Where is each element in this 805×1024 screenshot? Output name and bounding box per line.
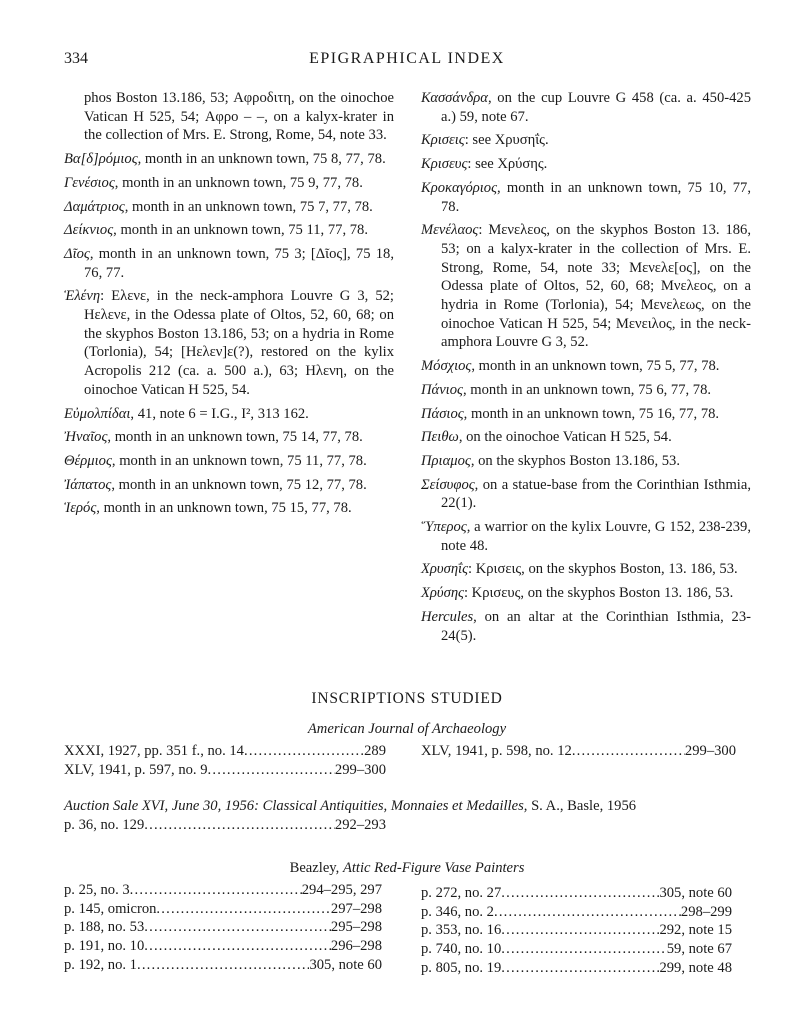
entry-text: , month in an unknown town, 75 11, 77, 78. [111, 452, 367, 469]
auction-title: Auction Sale XVI, June 30, 1956: Classical Antiquities, Monnaies et Medailles, [64, 798, 528, 814]
reference-row [64, 881, 382, 900]
reference-pages: 296–298 [330, 938, 382, 955]
reference-row [64, 956, 382, 975]
reference-label: p. 36, no. 129 [64, 816, 145, 833]
reference-row [421, 940, 732, 959]
leader-dots [572, 742, 685, 761]
reference-label: p. 188, no. 53 [64, 919, 145, 936]
auction-block [64, 797, 750, 834]
entry-headword: Πάνιος [421, 381, 463, 398]
entry-headword: Κρισευς [421, 156, 468, 173]
beazley-author: Beazley, [289, 860, 340, 876]
index-entry [421, 405, 751, 424]
reference-pages: 305, note 60 [309, 956, 382, 973]
entry-text: : Κρισεις, on the skyphos Boston, 13. 186, 53. [468, 561, 738, 578]
reference-pages: 299–300 [334, 761, 386, 778]
entry-text: , month in an unknown town, 75 7, 77, 78. [124, 198, 373, 215]
index-entry [421, 179, 751, 216]
reference-pages: 294–295, 297 [301, 882, 382, 898]
entry-text: , on the skyphos Boston 13.186, 53. [470, 452, 680, 469]
reference-label: p. 25, no. 3 [64, 882, 130, 898]
entry-headword: Εὐμολπίδαι [64, 405, 131, 422]
reference-pages: 295–298 [330, 919, 382, 936]
index-entry [64, 245, 394, 282]
index-entry [421, 560, 751, 579]
entry-text: , month in an unknown town, 75 14, 77, 78. [107, 429, 363, 446]
index-entry [64, 476, 394, 495]
entry-text: , on the cup Louvre G 458 (ca. a. 450-425 a.) 59, note 67. [441, 90, 751, 125]
reference-label: p. 346, no. 2 [421, 903, 494, 920]
index-entry [421, 357, 751, 376]
index-entry [64, 198, 394, 217]
index-entry [64, 428, 394, 447]
auction-title-line [64, 797, 750, 816]
entry-headword: Χρυσηΐς [421, 561, 469, 578]
index-entry [64, 452, 394, 471]
reference-row [64, 900, 382, 919]
left-index-column [64, 89, 394, 523]
leader-dots [501, 921, 659, 940]
entry-headword: Πάσιος [421, 405, 464, 422]
entry-text: : see Χρύσης. [467, 156, 548, 173]
reference-pages: 292–293 [334, 816, 386, 833]
entry-text: : see Χρυσηΐς. [464, 132, 549, 149]
reference-label: p. 145, omicron [64, 900, 157, 917]
index-entry [421, 584, 751, 603]
reference-row [421, 742, 736, 761]
entry-text: , 41, note 6 = I.G., I², 313 162. [130, 405, 309, 422]
entry-text: phos Boston 13.186, 53; Αφροδιτη, on the oinochoe Vatican H 525, 54; Αφρο – –, on a kalyx-krater in the collection of Mrs. E. Strong, Rome, 54, note 33. [84, 90, 394, 144]
entry-text: : Ελενε, in the neck-amphora Louvre G 3, 52; Hελενε, in the Odessa plate of Oltos, 52, 60, 68; on the skyphos Boston 13.186, 53; on a hydria in Rome (Torlonia), 54; [Hελεν]ε(?), restored on the kylix Acropolis 212 (ca. a. 500 a.), 63; Hλενη, on the oinochoe Vatican H 525, 54. [84, 288, 394, 398]
reference-row [421, 921, 732, 940]
index-entry [421, 476, 751, 513]
leader-dots [494, 903, 681, 922]
index-entry [64, 287, 394, 399]
entry-headword: Γενέσιος [64, 174, 115, 191]
reference-row [64, 761, 386, 780]
entry-headword: Κασσάνδρα [421, 90, 488, 106]
reference-pages: 305, note 60 [659, 885, 732, 901]
index-entry [421, 428, 751, 447]
reference-pages: 299, note 48 [659, 959, 732, 976]
entry-text: : Κρισευς, on the skyphos Boston 13. 186, 53. [463, 585, 734, 602]
reference-label: p. 740, no. 10 [421, 941, 502, 958]
beazley-title [64, 860, 750, 877]
entry-text: , on the oinochoe Vatican H 525, 54. [458, 429, 672, 446]
reference-pages: 299–300 [684, 743, 736, 759]
entry-text: , a warrior on the kylix Louvre, G 152, 238-239, note 48. [441, 519, 751, 554]
entry-headword: Ἑλένη [64, 288, 101, 305]
entry-text: , month in an unknown town, 75 16, 77, 78. [463, 405, 720, 422]
reference-pages: 292, note 15 [659, 922, 732, 939]
auction-list [64, 816, 386, 835]
beazley-left-list [64, 881, 382, 975]
entry-text: , month in an unknown town, 75 3; [Δῖος], 75 18, 76, 77. [84, 245, 394, 281]
entry-text: : Μενελεος, on the skyphos Boston 13. 186, 53; on a kalyx-krater in the collection of Mrs. E. Strong, Rome, 54, note 33; Μενελε[ος], on the Odessa plate of Oltos, 52, 60, 68; Μνελεος, on a hydria in Rome (Torlonia), 54; Μενελεως, on the oinochoe Vatican H 525, 54; Μενειλος, in the neck-amphora Louvre G 3, 52. [441, 222, 751, 351]
entry-headword: Πριαμος [421, 452, 471, 469]
index-entry [421, 518, 751, 555]
section-title: INSCRIPTIONS STUDIED [311, 690, 503, 707]
index-entry [421, 155, 751, 174]
reference-label: p. 272, no. 27 [421, 885, 502, 901]
leader-dots [144, 918, 331, 937]
leader-dots [501, 940, 666, 959]
entry-headword: Θέρμιος [64, 452, 112, 469]
entry-headword: Κροκαγόριος [421, 179, 498, 196]
entry-text: , month in an unknown town, 75 6, 77, 78. [462, 381, 712, 398]
reference-row [421, 959, 732, 978]
aja-title: American Journal of Archaeology [307, 721, 507, 737]
reference-label: p. 805, no. 19 [421, 959, 502, 976]
entry-headword: Σείσυφος [421, 476, 475, 493]
reference-row [64, 937, 382, 956]
reference-label: p. 192, no. 1 [64, 956, 137, 973]
leader-dots [144, 937, 331, 956]
index-entry [421, 131, 751, 150]
entry-text: , month in an unknown town, 75 9, 77, 78. [114, 174, 363, 191]
index-entry [64, 174, 394, 193]
entry-headword: Μενέλαος [421, 222, 479, 239]
leader-dots [208, 761, 335, 780]
reference-label: p. 191, no. 10 [64, 938, 145, 955]
reference-pages: 59, note 67 [666, 941, 732, 958]
reference-row [64, 918, 382, 937]
reference-row [64, 816, 386, 835]
beazley-right-list [421, 884, 732, 978]
entry-headword: Ὕπερος [421, 519, 467, 536]
leader-dots [144, 816, 335, 835]
entry-headword: Δαμάτριος [64, 198, 125, 215]
entry-text: , month in an unknown town, 75 15, 77, 78. [96, 500, 352, 517]
reference-label: XLV, 1941, p. 597, no. 9 [64, 761, 208, 778]
index-entry [64, 150, 394, 169]
entry-headword: Ἱερός [64, 500, 97, 517]
aja-left-list [64, 742, 386, 779]
reference-pages: 297–298 [330, 900, 382, 917]
reference-label: XLV, 1941, p. 598, no. 12 [421, 743, 572, 759]
reference-row [64, 742, 386, 761]
reference-row [421, 884, 732, 903]
page-header [64, 50, 750, 74]
entry-headword: Πειθω [421, 429, 459, 446]
entry-headword: Βα[δ]ρόμιος [64, 151, 138, 168]
right-index-column [421, 89, 751, 650]
entry-headword: Δείκνιος [64, 222, 114, 239]
index-entry [421, 608, 751, 645]
leader-dots [501, 884, 659, 903]
entry-headword: Ἰάπατος [64, 476, 112, 493]
index-entry [421, 381, 751, 400]
entry-headword: Κρισεις [421, 132, 465, 149]
entry-headword: Ἠναῖος [64, 429, 108, 446]
index-entry [64, 221, 394, 240]
index-entry [64, 499, 394, 518]
index-entry [421, 89, 751, 126]
leader-dots [244, 742, 364, 761]
entry-text: , on an altar at the Corinthian Isthmia, 23-24(5). [441, 608, 751, 644]
reference-row [421, 903, 732, 922]
entry-text: , month in an unknown town, 75 12, 77, 78. [111, 476, 367, 493]
entry-headword: Χρύσης [421, 585, 464, 602]
beazley-work: Attic Red-Figure Vase Painters [342, 860, 525, 876]
page-number: 334 [64, 50, 88, 67]
entry-headword: Hercules [421, 608, 474, 625]
leader-dots [130, 881, 302, 900]
entry-text: , month in an unknown town, 75 11, 77, 78. [113, 222, 368, 239]
leader-dots [156, 900, 331, 919]
reference-pages: 289 [364, 743, 386, 759]
aja-right-list [421, 742, 736, 761]
running-title: EPIGRAPHICAL INDEX [309, 50, 505, 67]
reference-label: p. 353, no. 16 [421, 922, 502, 939]
index-entry [421, 221, 751, 352]
entry-headword: Μόσχιος [421, 358, 472, 375]
entry-text: , month in an unknown town, 75 10, 77, 78. [441, 179, 751, 215]
reference-pages: 298–299 [680, 903, 732, 920]
auction-title-rest: S. A., Basle, 1956 [527, 798, 637, 814]
entry-headword: Δῖος [64, 245, 90, 262]
leader-dots [501, 959, 659, 978]
index-entry [64, 89, 394, 145]
reference-label: XXXI, 1927, pp. 351 f., no. 14 [64, 743, 244, 759]
entry-text: , month in an unknown town, 75 5, 77, 78. [471, 358, 720, 375]
leader-dots [137, 956, 309, 975]
index-entry [421, 452, 751, 471]
index-entry [64, 405, 394, 424]
entry-text: , month in an unknown town, 75 8, 77, 78. [137, 151, 386, 168]
entry-text: , on a statue-base from the Corinthian Isthmia, 22(1). [441, 476, 751, 512]
